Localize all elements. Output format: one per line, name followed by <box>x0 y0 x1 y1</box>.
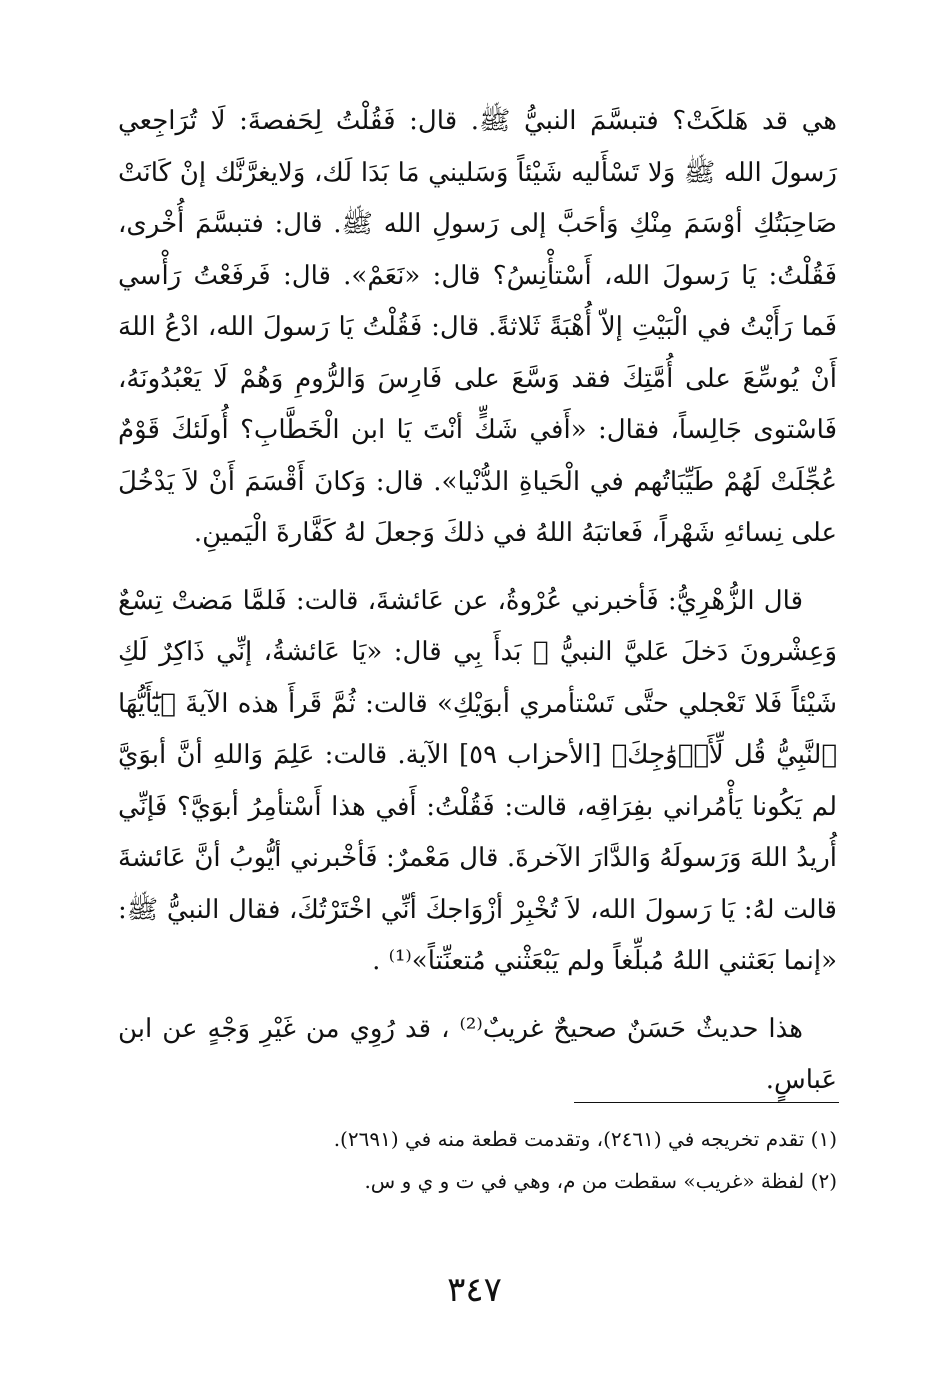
paragraph-grading: هذا حديثٌ حَسَنٌ صحيحٌ غريبٌ⁽²⁾ ، قد رُوِي من غَيْرِ وَجْهٍ عن ابن عَباسٍ. <box>118 1013 837 1095</box>
footnote-separator <box>574 1102 839 1103</box>
paragraph-zuhri-narration: قال الزُّهْرِيُّ: فَأخبرني عُرْوةُ، عن عَائشةَ، قالت: فَلمَّا مَضتْ تِسْعٌ وَعِشْرونَ دَخلَ عَليَّ النبيُّ ﷺ بَدأَ بِي قال: «يَا عَائشةُ، إنِّي ذَاكِرٌ لَكِ شَيْئاً فَلا تَعْجلي حتَّى تَسْتأمري أبوَيْكِ» قالت: ثُمَّ قَرأَ هذه الآيةَ ﴿يَٰٓأَيُّهَا ٱلنَّبِيُّ قُل لِّأَزۡوَٰجِكَ﴾ [الأحزاب ٥٩] الآية. قالت: عَلِمَ وَاللهِ أنَّ أبوَيَّ لم يَكُونا يَأْمُراني بفِرَاقِه، قالت: فَقُلْتُ: أَفي هذا أَسْتأمِرُ أبوَيَّ؟ فَإنِّي أُريدُ اللهَ وَرَسولَهُ وَالدَّارَ الآخرةَ. قال مَعْمرٌ: فَأخْبرني أيُّوبُ أنَّ عَائشةَ قالت لهُ: يَا رَسولَ الله، لاَ تُخْبِرْ أزْوَاجكَ أنِّي اخْتَرْتُكَ، فقال النبيُّ ﷺ: «إنما بَعَثني اللهُ مُبلِّغاً ولم يَبْعَثْني مُتعنِّتاً»⁽¹⁾ . <box>118 585 837 976</box>
paragraph-hadith-continuation: هي قد هَلكَتْ؟ فتبسَّمَ النبيُّ ﷺ. قال: فَقُلْتُ لِحَفصةَ: لَا تُرَاجِعي رَسولَ الله ﷺ وَلا تَسْأَليه شَيْئاً وَسَليني مَا بَدَا لَك، وَلايغرَّنَّك إنْ كَانَتْ صَاحِبَتُكِ أوْسَمَ مِنْكِ وَأحَبَّ إلى رَسولِ الله ﷺ. قال: فتبسَّمَ أُخْرى، فَقُلْتُ: يَا رَسولَ الله، أَسْتأْنِسُ؟ قال: «نَعَمْ». قال: فَرفَعْتُ رَأْسي فَما رَأَيْتُ في الْبَيْتِ إلاّ أُهْبَةً ثَلاثةً. قال: فَقُلْتُ يَا رَسولَ الله، ادْعُ اللهَ أَنْ يُوسِّعَ على أُمَّتِكَ فقد وَسَّعَ على فَارِسَ وَالرُّومِ وَهُمْ لَا يَعْبُدُونَهُ، فَاسْتوى جَالِساً، فقال: «أَفي شَكٍّ أنْتَ يَا ابن الْخَطَّابِ؟ أُولَئكَ قَوْمٌ عُجِّلَتْ لَهُمْ طَيِّبَاتُهم في الْحَياةِ الدُّنْيا». قال: وَكانَ أَقْسَمَ أَنْ لاَ يَدْخُلَ على نِسائهِ شَهْراً، فَعاتبَهُ اللهُ في ذلكَ وَجعلَ لهُ كَفَّارةَ الْيَمينِ. <box>118 106 837 548</box>
page-number: ٣٤٧ <box>447 1270 502 1310</box>
footnotes <box>118 1118 837 1202</box>
footnote-1: (١) تقدم تخريجه في (٢٤٦١)، وتقدمت قطعة منه في (٢٦٩١). <box>333 1127 837 1151</box>
footnote-2: (٢) لفظة «غريب» سقطت من م، وهي في ت و ي و س. <box>364 1169 837 1193</box>
main-text <box>118 96 837 1107</box>
